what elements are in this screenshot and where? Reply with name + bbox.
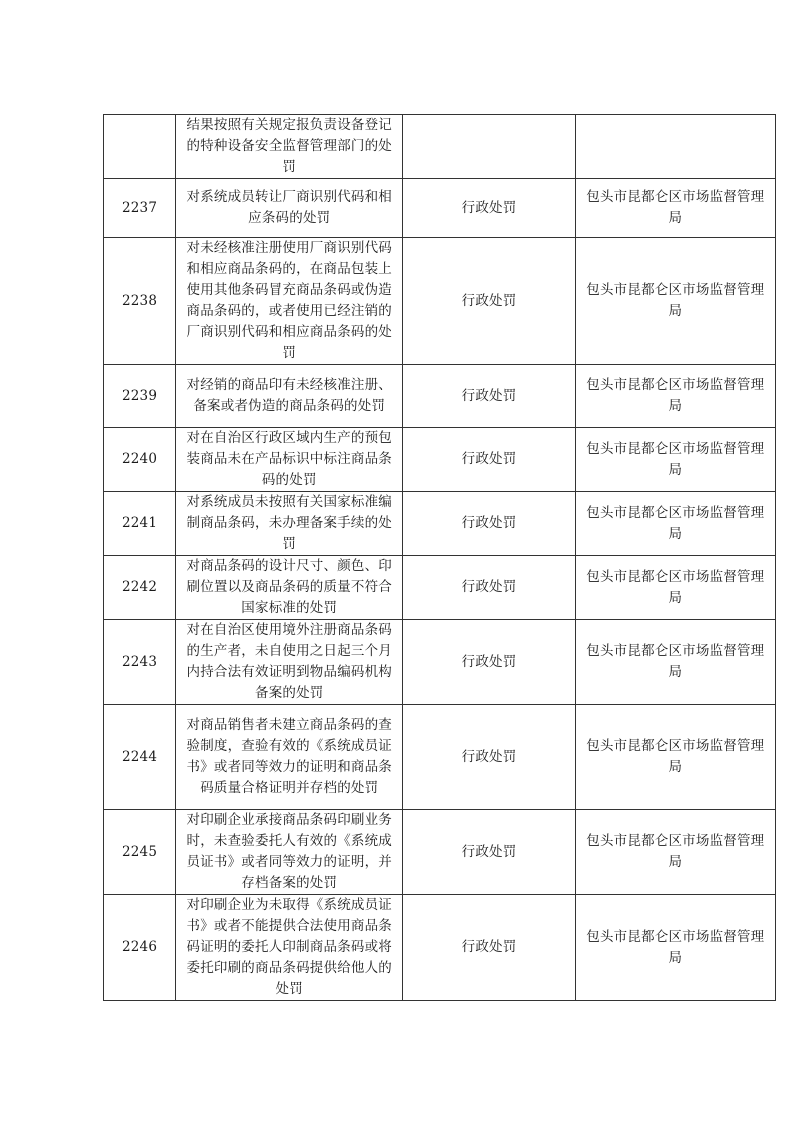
item-cell: [176, 895, 403, 1001]
row-number: 2239: [121, 387, 158, 404]
row-number: 2244: [121, 748, 158, 765]
item-type: 行政处罚: [461, 843, 517, 860]
type-cell: [403, 238, 575, 365]
item-cell: [176, 556, 403, 620]
row-number-cell: [104, 705, 176, 810]
type-cell: [403, 179, 575, 238]
dept-cell: [575, 179, 775, 238]
item-cell: [176, 365, 403, 428]
type-cell: [403, 556, 575, 620]
item-cell: [176, 179, 403, 238]
item-name: 对商品条码的设计尺寸、颜色、印刷位置以及商品条码的质量不符合国家标准的处罚: [186, 558, 392, 616]
type-cell: [403, 428, 575, 492]
item-type: 行政处罚: [461, 653, 517, 670]
department: 包头市昆都仑区市场监督管理局: [586, 189, 765, 226]
item-type: 行政处罚: [461, 451, 517, 467]
row-number: 2245: [121, 843, 158, 860]
item-type: 行政处罚: [461, 292, 517, 309]
item-type: 行政处罚: [461, 748, 517, 765]
item-name: 对在自治区使用境外注册商品条码的生产者，未自使用之日起三个月内持合法有效证明到物品编码机构备案的处罚: [186, 622, 392, 701]
item-type: 行政处罚: [461, 199, 517, 216]
row-number: 2243: [121, 653, 158, 670]
item-name: 对印刷企业承接商品条码印刷业务时，未查验委托人有效的《系统成员证书》或者同等效力的证明，并存档备案的处罚: [186, 812, 392, 891]
dept-cell: [575, 705, 775, 810]
row-number-cell: [104, 365, 176, 428]
type-cell: [403, 895, 575, 1001]
row-number-cell: [104, 620, 176, 705]
row-number: 2238: [121, 292, 158, 309]
table-row: [104, 365, 776, 428]
item-cell: [176, 810, 403, 895]
table-row: [104, 810, 776, 895]
item-name: 对经销的商品印有未经核准注册、备案或者伪造的商品条码的处罚: [186, 377, 392, 414]
table-row: [104, 238, 776, 365]
table-row: [104, 179, 776, 238]
dept-cell: [575, 238, 775, 365]
item-cell: [176, 238, 403, 365]
item-cell: [176, 492, 403, 556]
row-number-cell: [104, 895, 176, 1001]
item-type: 行政处罚: [461, 387, 517, 404]
row-number-cell: [104, 238, 176, 365]
table-row: [104, 428, 776, 492]
item-type: 行政处罚: [461, 515, 517, 531]
dept-cell: [575, 428, 775, 492]
item-name: 对系统成员未按照有关国家标准编制商品条码，未办理备案手续的处罚: [186, 494, 392, 552]
item-name: 对在自治区行政区域内生产的预包装商品未在产品标识中标注商品条码的处罚: [186, 430, 392, 488]
department: 包头市昆都仑区市场监督管理局: [586, 377, 765, 414]
row-number-cell: [104, 556, 176, 620]
department: 包头市昆都仑区市场监督管理局: [586, 504, 765, 542]
row-number-cell: [104, 179, 176, 238]
table-row: [104, 705, 776, 810]
item-name: 对商品销售者未建立商品条码的查验制度，查验有效的《系统成员证书》或者同等效力的证明和商品条码质量合格证明并存档的处罚: [186, 717, 392, 796]
type-cell: [403, 492, 575, 556]
type-cell: [403, 810, 575, 895]
table-row: [104, 492, 776, 556]
item-cell: [176, 620, 403, 705]
table-row: [104, 115, 776, 179]
row-number-cell: [104, 428, 176, 492]
table-row: [104, 620, 776, 705]
item-type: 行政处罚: [461, 939, 517, 955]
department: 包头市昆都仑区市场监督管理局: [586, 738, 765, 775]
row-number: 2241: [121, 515, 158, 531]
row-number-cell: [104, 115, 176, 179]
dept-cell: [575, 556, 775, 620]
type-cell: [403, 705, 575, 810]
item-name: 对系统成员转让厂商识别代码和相应条码的处罚: [186, 189, 392, 226]
department: 包头市昆都仑区市场监督管理局: [586, 928, 765, 966]
table-row: [104, 556, 776, 620]
item-name: 结果按照有关规定报负责设备登记的特种设备安全监督管理部门的处罚: [186, 117, 392, 175]
table-row: [104, 895, 776, 1001]
department: 包头市昆都仑区市场监督管理局: [586, 282, 765, 319]
dept-cell: [575, 492, 775, 556]
dept-cell: [575, 115, 775, 179]
row-number: 2242: [121, 579, 158, 595]
type-cell: [403, 115, 575, 179]
row-number-cell: [104, 810, 176, 895]
item-name: 对印刷企业为未取得《系统成员证书》或者不能提供合法使用商品条码证明的委托人印制商品条码或将委托印刷的商品条码提供给他人的处罚: [186, 897, 392, 997]
item-type: 行政处罚: [461, 579, 517, 595]
penalty-table: [103, 114, 776, 1001]
row-number: 2240: [121, 451, 158, 467]
row-number: 2237: [121, 199, 158, 216]
dept-cell: [575, 365, 775, 428]
row-number-cell: [104, 492, 176, 556]
row-number: 2246: [121, 939, 158, 955]
department: 包头市昆都仑区市场监督管理局: [586, 833, 765, 870]
item-cell: [176, 428, 403, 492]
item-cell: [176, 115, 403, 179]
dept-cell: [575, 810, 775, 895]
dept-cell: [575, 895, 775, 1001]
department: 包头市昆都仑区市场监督管理局: [586, 568, 765, 606]
department: 包头市昆都仑区市场监督管理局: [586, 643, 765, 680]
item-cell: [176, 705, 403, 810]
dept-cell: [575, 620, 775, 705]
type-cell: [403, 620, 575, 705]
type-cell: [403, 365, 575, 428]
item-name: 对未经核准注册使用厂商识别代码和相应商品条码的，在商品包装上使用其他条码冒充商品条码或伪造商品条码的，或者使用已经注销的厂商识别代码和相应商品条码的处罚: [186, 240, 392, 361]
department: 包头市昆都仑区市场监督管理局: [586, 440, 765, 478]
